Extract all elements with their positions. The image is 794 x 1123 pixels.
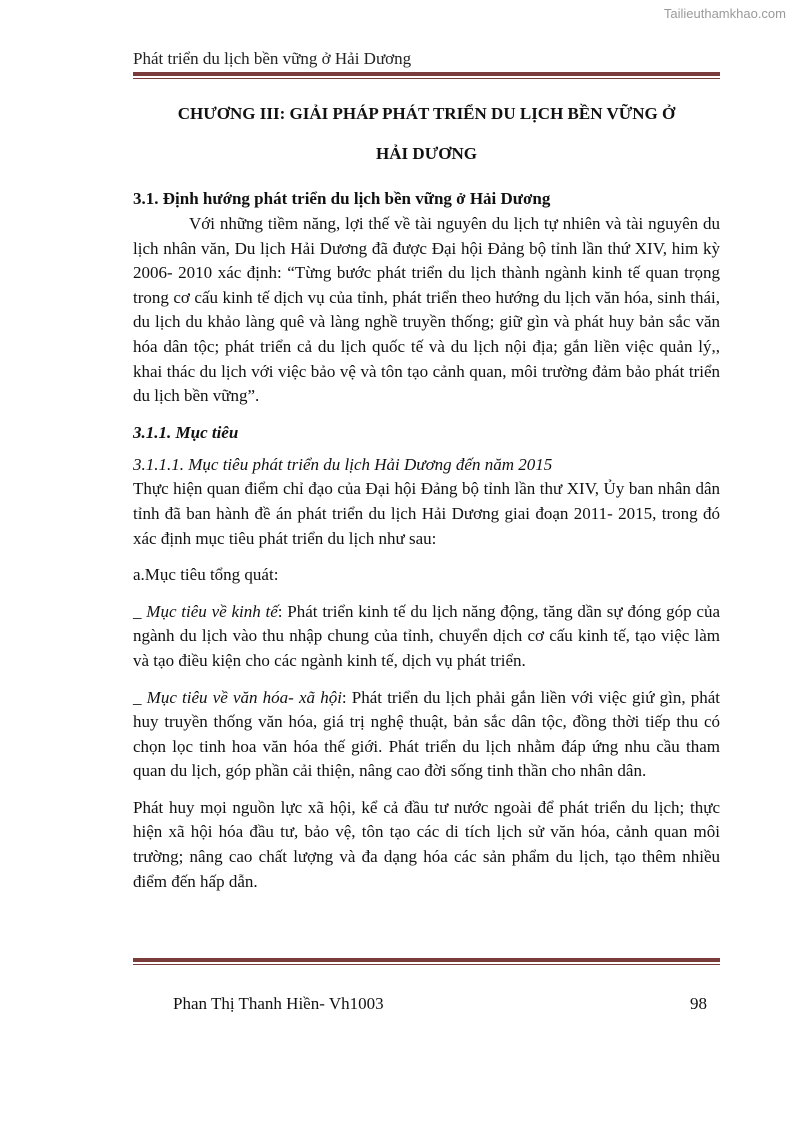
- paragraph-culture-goal: [133, 686, 720, 784]
- running-header: Phát triển du lịch bền vững ở Hải Dương: [133, 49, 412, 68]
- paragraph-implementation: Thực hiện quan điểm chỉ đạo của Đại hội Đảng bộ tỉnh lần thư XIV, Ủy ban nhân dân tỉnh đã ban hành đề án phát triển du lịch Hải Dương giai đoạn 2011- 2015, trong đó xác định mục tiêu phát triển du lịch như sau:: [133, 479, 720, 548]
- paragraph-intro: Với những tiềm năng, lợi thế về tài nguyên du lịch tự nhiên và tài nguyên du lịch nhân văn, Du lịch Hải Dương đã được Đại hội Đảng bộ tỉnh lần thứ XIV, him kỳ 2006- 2010 xác định: “Từng bước phát triển du lịch thành ngành kinh tế quan trọng trong cơ cấu kinh tế dịch vụ của tỉnh, phát triển theo hướng du lịch văn hóa, sinh thái, du lịch du khảo làng quê và làng nghề truyền thống; giữ gìn và phát huy bản sắc văn hóa dân tộc; phát triển cả du lịch quốc tế và du lịch nội địa; gắn liền việc quản lý,, khai thác du lịch với việc bảo vệ và tôn tạo cảnh quan, môi trường đảm bảo phát triển du lịch bền vững”.: [133, 214, 720, 406]
- section-heading-3-1: 3.1. Định hướng phát triển du lịch bền vững ở Hải Dương: [133, 189, 551, 208]
- page-number: 98: [690, 994, 707, 1013]
- paragraph-resources: Phát huy mọi nguồn lực xã hội, kể cả đầu tư nước ngoài để phát triển du lịch; thực hiện xã hội hóa đầu tư, bảo vệ, tôn tạo các di tích lịch sử văn hóa, cảnh quan môi trường; nâng cao chất lượng và đa dạng hóa các sản phẩm du lịch, tạo thêm nhiều điểm đến hấp dẫn.: [133, 797, 720, 891]
- header-rule-thin: [133, 78, 720, 79]
- header-rule: [133, 72, 720, 76]
- footer-rule: [133, 958, 720, 962]
- section-heading-3-1-1-1: 3.1.1.1. Mục tiêu phát triển du lịch Hải Dương đến năm 2015: [133, 454, 553, 474]
- economic-goal-text: : Phát triển kinh tế du lịch năng động, tăng dần sự đóng góp của ngành du lịch vào thu nhập chung của tỉnh, chuyển dịch cơ cấu kinh tế, tạo việc làm và tạo điều kiện cho các ngành kinh tế, dịch vụ phát triển.: [133, 601, 720, 670]
- chapter-title-line2: HẢI DƯƠNG: [376, 144, 477, 163]
- paragraph-economic-goal: [133, 600, 720, 674]
- footer-author: Phan Thị Thanh Hiền- Vh1003: [173, 994, 384, 1013]
- section-heading-3-1-1: 3.1.1. Mục tiêu: [133, 422, 239, 442]
- culture-goal-text: : Phát triển du lịch phải gắn liền với việc giứ gìn, phát huy truyền thống văn hóa, giá trị nghệ thuật, bản sắc dân tộc, đồng thời tiếp thu có chọn lọc tinh hoa văn hóa thế giới. Phát triển du lịch nhằm đáp ứng nhu cầu tham quan du lịch, góp phần cải thiện, nâng cao đời sống tinh thần cho nhân dân.: [133, 687, 720, 781]
- paragraph-general-goal: a.Mục tiêu tổng quát:: [133, 565, 279, 585]
- economic-goal-label: _ Mục tiêu về kinh tế: [133, 601, 278, 621]
- culture-goal-label: _ Mục tiêu về văn hóa- xã hội: [133, 687, 342, 707]
- watermark: Tailieuthamkhao.com: [663, 6, 786, 21]
- page-body: [133, 90, 720, 894]
- footer-rule-thin: [133, 964, 720, 965]
- chapter-title-line1: CHƯƠNG III: GIẢI PHÁP PHÁT TRIỂN DU LỊCH BỀN VỮNG Ở: [177, 104, 676, 123]
- chapter-title: [133, 90, 720, 174]
